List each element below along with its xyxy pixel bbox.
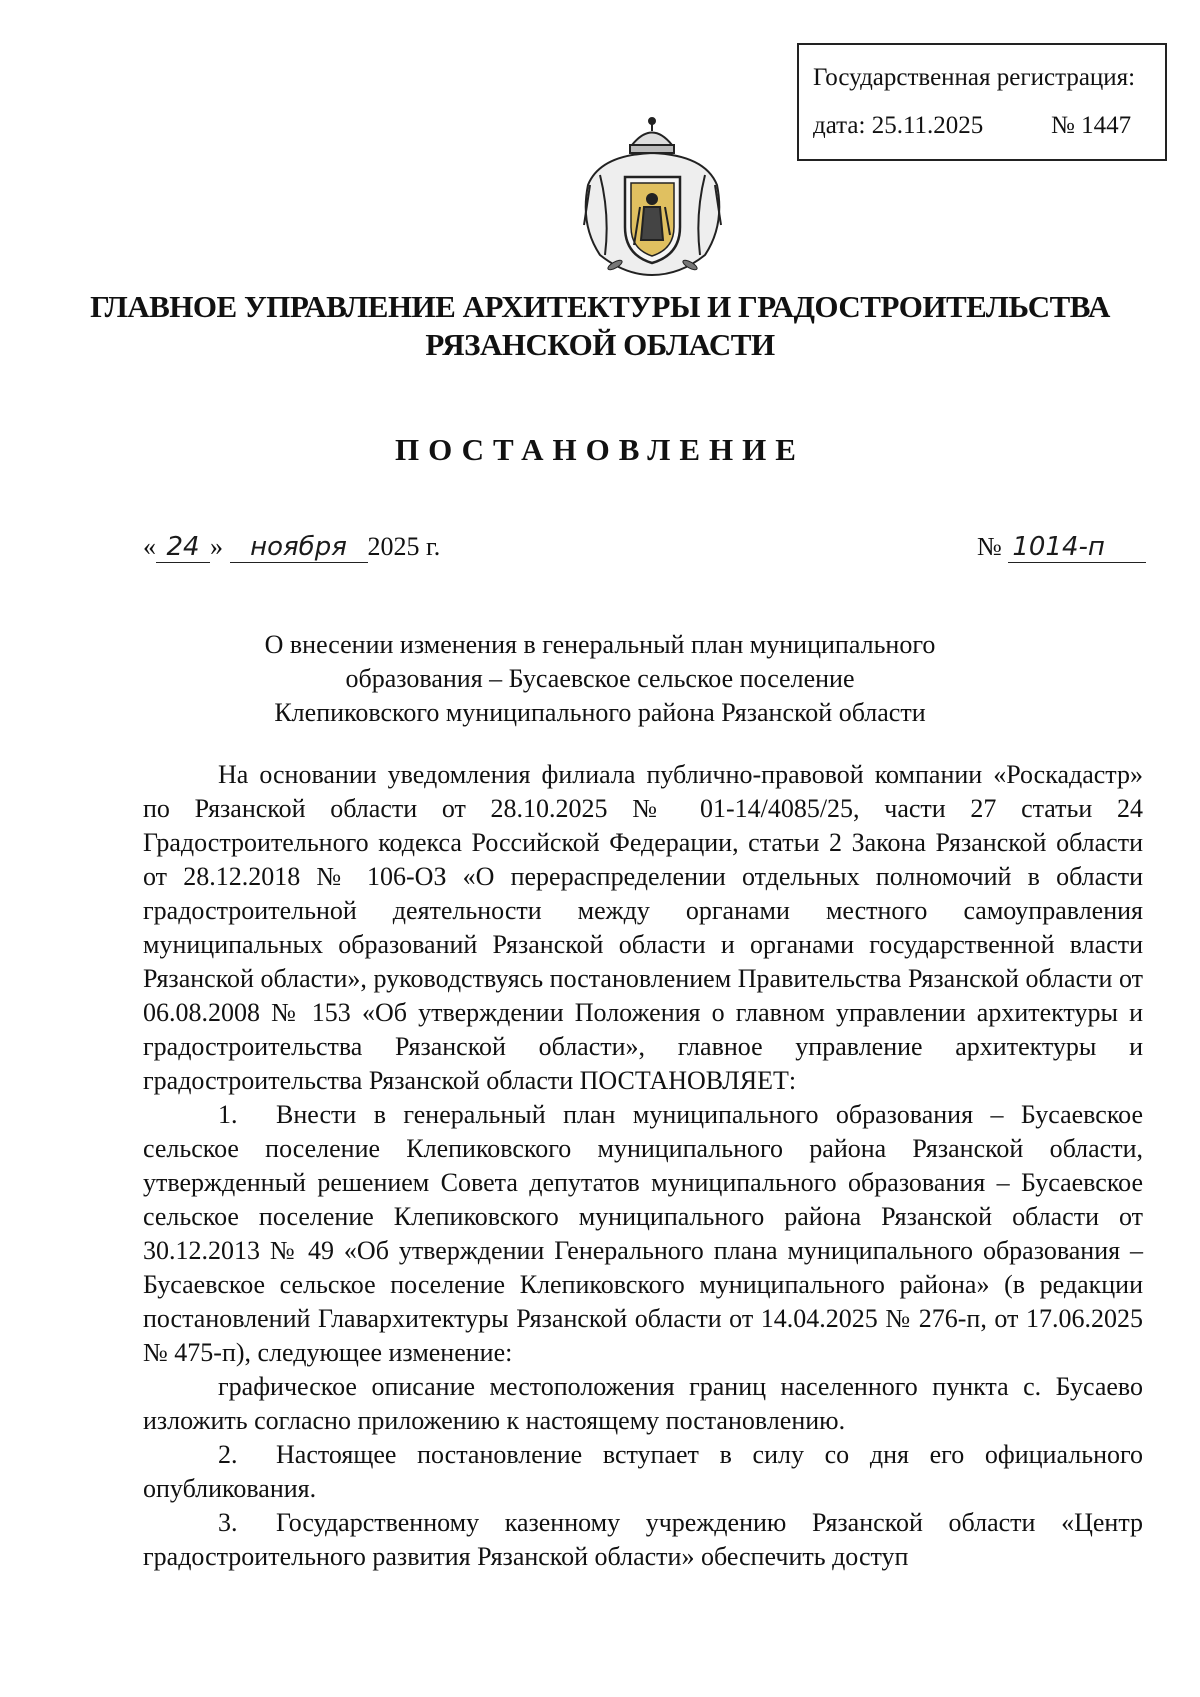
registration-title: Государственная регистрация:: [813, 64, 1136, 91]
subject-line-3: Клепиковского муниципального района Рязанской области: [274, 698, 926, 727]
organization-name: [0, 288, 1200, 364]
registration-box: [797, 43, 1167, 161]
preamble-paragraph: На основании уведомления филиала публично-правовой компании «Роскадастр» по Рязанской области от 28.10.2025 № 01-14/4085/25, части 27 статьи 24 Градостроительного кодекса Российской Федерации, статьи 2 Закона Рязанской области от 28.12.2018 № 106-ОЗ «О перераспределении отдельных полномочий в области градостроительной деятельности между органами местного самоуправления муниципальных образований Рязанской области и органами государственной власти Рязанской области», руководствуясь постановлением Правительства Рязанской области от 06.08.2008 № 153 «Об утверждении Положения о главном управлении архитектуры и градостроительства Рязанской области», главное управление архитектуры и градостроительства Рязанской области ПОСТАНОВЛЯЕТ:: [143, 760, 1143, 1095]
item-paragraph: [143, 1370, 1143, 1438]
document-date: [143, 532, 440, 563]
date-year: 2025 г.: [367, 532, 441, 561]
organization-line-1: ГЛАВНОЕ УПРАВЛЕНИЕ АРХИТЕКТУРЫ И ГРАДОСТРОИТЕЛЬСТВА: [90, 289, 1110, 324]
number-value: 1014-п: [1008, 532, 1146, 563]
date-month: ноября: [230, 532, 368, 563]
date-close-quote: »: [210, 532, 223, 561]
item-text: графическое описание местоположения границ населенного пункта с. Бусаево изложить согласно приложению к настоящему постановлению.: [143, 1372, 1143, 1435]
organization-line-2: РЯЗАНСКОЙ ОБЛАСТИ: [425, 327, 775, 362]
item-text: Государственному казенному учреждению Рязанской области «Центр градостроительного развития Рязанской области» обеспечить доступ: [143, 1508, 1143, 1571]
item-paragraph: [143, 1098, 1143, 1370]
subject-line-1: О внесении изменения в генеральный план муниципального: [264, 630, 936, 659]
item-paragraph: [143, 1438, 1143, 1506]
registration-number: № 1447: [1051, 112, 1132, 139]
subject-line-2: образования – Бусаевское сельское поселение: [345, 664, 855, 693]
item-number: 3.: [218, 1508, 238, 1537]
date-day: 24: [156, 532, 210, 563]
item-text: Настоящее постановление вступает в силу со дня его официального опубликования.: [143, 1440, 1143, 1503]
item-paragraph: [143, 1506, 1143, 1574]
document-body: [143, 758, 1143, 1574]
registration-date: дата: 25.11.2025: [813, 112, 984, 139]
document-number: [977, 532, 1146, 563]
item-number: 2.: [218, 1440, 238, 1469]
document-type: ПОСТАНОВЛЕНИЕ: [395, 432, 805, 467]
coat-of-arms-icon: [570, 115, 735, 280]
item-text: Внести в генеральный план муниципального образования – Бусаевское сельское поселение Клепиковского муниципального района Рязанской области, утвержденный решением Совета депутатов муниципального образования – Бусаевское сельское поселение Клепиковского муниципального района Рязанской области от 30.12.2013 № 49 «Об утверждении Генерального плана муниципального образования – Бусаевское сельское поселение Клепиковского муниципального района» (в редакции постановлений Главархитектуры Рязанской области от 14.04.2025 № 276-п, от 17.06.2025 № 475-п), следующее изменение:: [143, 1100, 1143, 1367]
number-prefix: №: [977, 532, 1002, 561]
date-open-quote: «: [143, 532, 156, 561]
document-subject: [0, 628, 1200, 730]
item-number: 1.: [218, 1100, 238, 1129]
